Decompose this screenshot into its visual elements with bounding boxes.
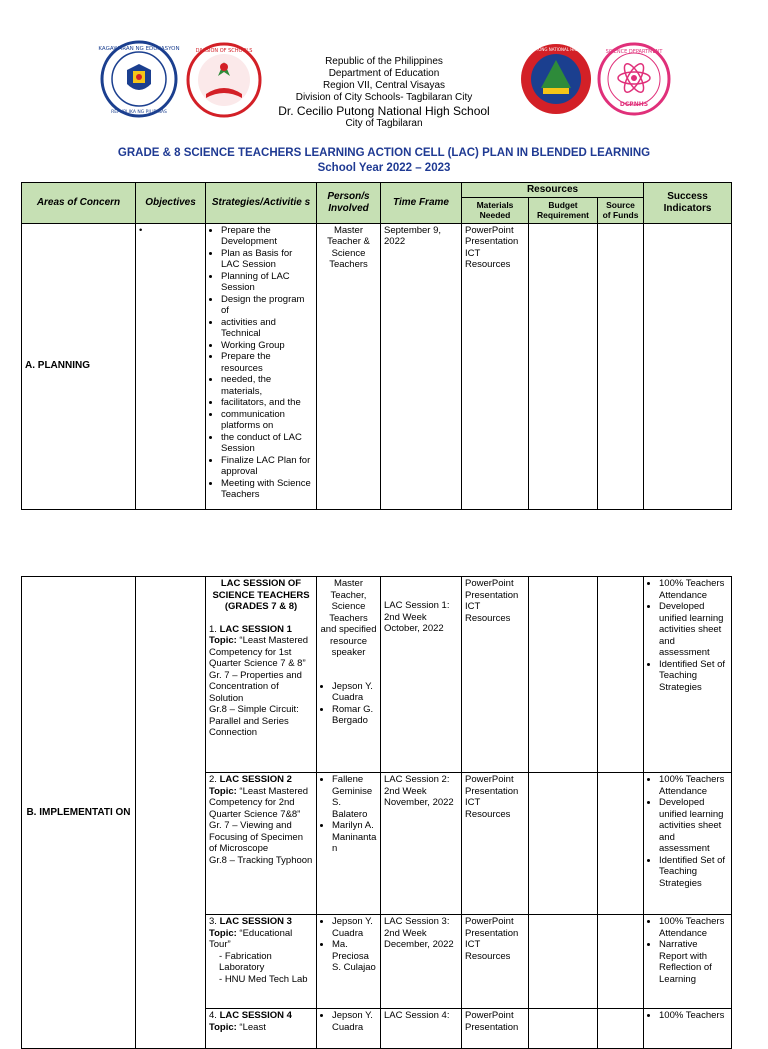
list-item: • Planning of LAC Session — [221, 271, 313, 294]
letterhead-line-4: Division of City Schools- Tagbilaran City — [295, 92, 473, 103]
list-item: • Prepare the Development — [221, 225, 313, 248]
header-success-indicators: Success Indicators — [644, 183, 732, 224]
session-detail: Gr.8 – Tracking Typhoon — [209, 854, 313, 866]
header-persons-involved: Person/s Involved — [317, 183, 381, 224]
list-item: • Design the program of — [221, 294, 313, 317]
session-name: LAC SESSION 4 — [219, 1010, 292, 1021]
session-number: 4. — [209, 1010, 220, 1021]
session-topic — [209, 1022, 313, 1034]
title-line-2: School Year 2022 – 2023 — [317, 162, 451, 174]
session-number: 1. — [209, 623, 220, 635]
session-budget — [529, 773, 598, 915]
topic-text: “Least — [236, 1021, 266, 1033]
material-item: PowerPoint Presentation — [465, 578, 519, 601]
session-materials — [462, 1009, 529, 1049]
topic-label: Topic: — [209, 635, 237, 646]
material-item: ICT Resources — [465, 601, 511, 624]
list-item: • Identified Set of Teaching Strategies — [659, 659, 728, 694]
header-budget-requirement: Budget Requirement — [529, 197, 598, 223]
material-item: PowerPoint Presentation — [465, 774, 519, 797]
session-number: 3. — [209, 916, 220, 927]
letterhead-line-1: Republic of the Philippines — [325, 56, 443, 67]
deped-seal-subtext: REPUBLIKA NG PILIPINAS — [111, 110, 167, 115]
list-item: • Marilyn A. Maninanta n — [332, 820, 377, 855]
time-line: 2nd Week November, 2022 — [384, 785, 454, 808]
header-resources: Resources — [462, 183, 644, 198]
session-heading: LAC SESSION OF SCIENCE TEACHERS (GRADES 7 & 8) — [212, 578, 310, 612]
list-item: • facilitators, and the — [221, 397, 313, 409]
session-materials — [462, 577, 529, 773]
session-success — [644, 773, 732, 915]
letterhead-line-3: Region VII, Central Visayas — [322, 80, 446, 91]
list-item: • Plan as Basis for LAC Session — [221, 248, 313, 271]
session-title — [209, 774, 313, 786]
session-topic — [209, 635, 313, 670]
material-item: ICT Resources — [465, 247, 511, 270]
letterhead — [0, 56, 768, 130]
session-success — [644, 1009, 732, 1049]
material-item: ICT Resources — [465, 797, 511, 820]
material-item: ICT Resources — [465, 939, 511, 962]
session-source — [598, 1009, 644, 1049]
division-logo-text: DIVISION OF SCHOOLS — [195, 48, 253, 54]
session-title — [209, 916, 313, 928]
list-item: • Finalize LAC Plan for approval — [221, 455, 313, 478]
list-item: • Ma. Preciosa S. Culajao — [332, 939, 377, 974]
list-item: • Jepson Y. Cuadra — [332, 1010, 377, 1033]
session-strategies — [206, 915, 317, 1009]
title-line-1: GRADE & 8 SCIENCE TEACHERS LEARNING ACTION CELL (LAC) PLAN IN BLENDED LEARNING — [117, 147, 651, 159]
planning-persons: Master Teacher & Science Teachers — [317, 223, 381, 509]
list-item: • Meeting with Science Teachers — [221, 478, 313, 501]
list-item: • Jepson Y. Cuadra — [332, 916, 377, 939]
persons-group: Master Teacher, Science Teachers and specified resource speaker — [320, 578, 377, 658]
list-item: • 100% Teachers Attendance — [659, 774, 728, 797]
session-materials — [462, 915, 529, 1009]
session-detail: Gr. 7 – Properties and Concentration of Solution — [209, 669, 302, 704]
planning-strategies — [206, 223, 317, 509]
time-line: 2nd Week October, 2022 — [384, 611, 444, 634]
science-department-text: SCIENCE DEPARTMENT — [605, 49, 663, 55]
list-item: • communication platforms on — [221, 409, 313, 432]
session-persons — [317, 1009, 381, 1049]
planning-objectives: • — [136, 223, 206, 509]
material-item: PowerPoint Presentation — [465, 916, 519, 939]
session-detail: Gr.8 – Simple Circuit: Parallel and Series Connection — [209, 704, 299, 738]
session-name: LAC SESSION 2 — [219, 774, 292, 785]
lac-plan-table-implementation — [21, 576, 732, 1049]
list-item: • Romar G. Bergado — [332, 704, 377, 727]
session-source — [598, 773, 644, 915]
session-source — [598, 915, 644, 1009]
topic-text: “Educational Tour” — [209, 927, 293, 950]
list-item: - Fabrication Laboratory — [219, 951, 313, 974]
session-strategies — [206, 577, 317, 773]
header-time-frame: Time Frame — [381, 183, 462, 224]
session-strategies — [206, 1009, 317, 1049]
school-seal-text: CECILIO PUTONG NATIONAL HIGH SCHOOL — [513, 47, 599, 52]
planning-materials — [462, 223, 529, 509]
document-title — [0, 146, 768, 176]
session-time-frame — [381, 577, 462, 773]
list-item: • Working Group — [221, 340, 313, 352]
session-success — [644, 577, 732, 773]
list-item: - HNU Med Tech Lab — [219, 974, 313, 986]
list-item: • 100% Teachers Attendance — [659, 578, 728, 601]
session-materials — [462, 773, 529, 915]
session-title — [209, 624, 313, 636]
session-time-frame — [381, 1009, 462, 1049]
planning-time-frame: September 9, 2022 — [381, 223, 462, 509]
list-item: • Narrative Report with Reflection of Learning — [659, 939, 728, 985]
planning-success — [644, 223, 732, 509]
header-source-of-funds: Source of Funds — [598, 197, 644, 223]
list-item: • Developed unified learning activities sheet and assessment — [659, 797, 728, 855]
session-name: LAC SESSION 3 — [219, 916, 292, 927]
list-item: • the conduct of LAC Session — [221, 432, 313, 455]
letterhead-line-2: Department of Education — [328, 68, 440, 79]
list-item: • 100% Teachers Attendance — [659, 916, 728, 939]
topic-label: Topic: — [209, 785, 237, 797]
list-item: • activities and Technical — [221, 317, 313, 340]
school-name: Dr. Cecilio Putong National High School — [278, 104, 490, 118]
header-strategies: Strategies/Activitie s — [206, 183, 317, 224]
session-number: 2. — [209, 774, 220, 785]
session-persons — [317, 577, 381, 773]
header-materials-needed: Materials Needed — [462, 197, 529, 223]
time-line: LAC Session 1: — [384, 600, 450, 611]
list-item: • Fallene Geminise S. Balatero — [332, 774, 377, 820]
session-strategies — [206, 773, 317, 915]
session-row — [22, 577, 732, 773]
material-item: PowerPoint Presentation — [465, 224, 519, 247]
area-implementation: B. IMPLEMENTATI ON — [22, 577, 136, 1049]
time-line: 2nd Week December, 2022 — [384, 927, 454, 950]
lac-plan-table-planning — [21, 182, 732, 510]
time-line: LAC Session 4: — [384, 1010, 450, 1021]
table-header-row — [22, 183, 732, 198]
planning-source — [598, 223, 644, 509]
area-planning: A. PLANNING — [22, 223, 136, 509]
list-item: • Jepson Y. Cuadra — [332, 681, 377, 704]
city-name: City of Tagbilaran — [345, 118, 423, 129]
list-item: • Identified Set of Teaching Strategies — [659, 855, 728, 890]
planning-row — [22, 223, 732, 509]
topic-text: “Least Mastered Competency for 1st Quarter Science 7 & 8” — [209, 635, 309, 669]
session-source — [598, 577, 644, 773]
session-budget — [529, 1009, 598, 1049]
deped-seal-text: KAGAWARAN NG EDUKASYON — [98, 46, 180, 52]
time-line: LAC Session 3: — [384, 916, 450, 927]
session-persons — [317, 915, 381, 1009]
list-item: • Prepare the resources — [221, 351, 313, 374]
list-item: • Developed unified learning activities sheet and assessment — [659, 601, 728, 659]
material-item: PowerPoint Presentation — [465, 1010, 519, 1033]
session-topic — [209, 786, 313, 821]
session-time-frame — [381, 915, 462, 1009]
header-areas-of-concern: Areas of Concern — [22, 183, 136, 224]
session-success — [644, 915, 732, 1009]
topic-label: Topic: — [209, 927, 237, 939]
session-budget — [529, 915, 598, 1009]
session-budget — [529, 577, 598, 773]
session-persons — [317, 773, 381, 915]
session-time-frame — [381, 773, 462, 915]
implementation-objectives — [136, 577, 206, 1049]
list-item: • needed, the materials, — [221, 374, 313, 397]
list-item: • 100% Teachers — [659, 1010, 728, 1022]
time-line: LAC Session 2: — [384, 774, 450, 785]
planning-budget — [529, 223, 598, 509]
topic-text: “Least Mastered Competency for 2nd Quarter Science 7&8” — [209, 785, 309, 820]
topic-label: Topic: — [209, 1021, 237, 1033]
session-name: LAC SESSION 1 — [219, 623, 292, 635]
session-detail: Gr. 7 – Viewing and Focusing of Specimen of Microscope — [209, 820, 303, 854]
session-topic — [209, 928, 313, 951]
science-department-subtext: DCPNHS — [619, 101, 649, 108]
session-title — [209, 1010, 313, 1022]
header-objectives: Objectives — [136, 183, 206, 224]
